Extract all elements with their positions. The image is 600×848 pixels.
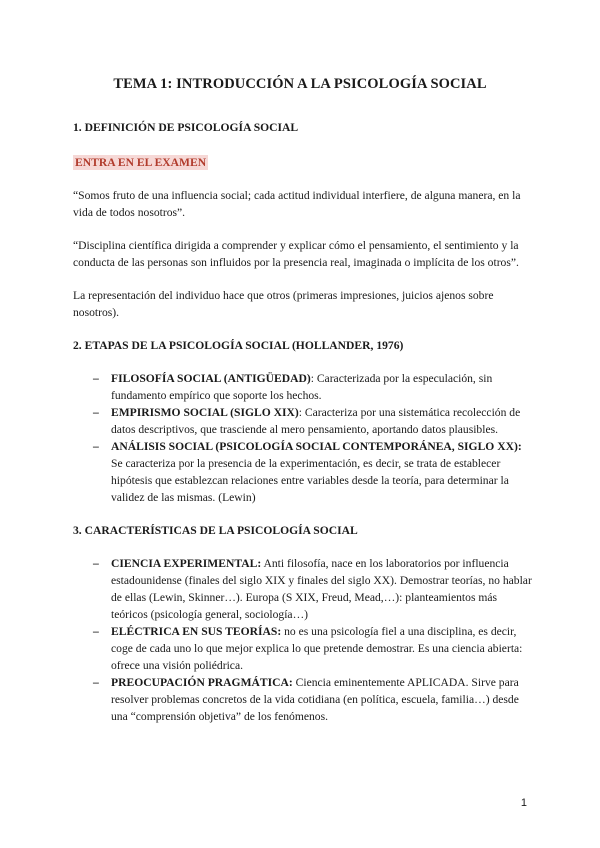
list-item-text: Anti filosofía, nace en los laboratorios por influencia estadounidense (finales del siglo XIX y finales del siglo XX). Demostrar teorías, no hablar de ellas (Lewin, Skinner…). Europa (S XIX, Freud, Mead,…): planteamientos más teóricos (psicología general, sociología…) (111, 557, 532, 621)
section2-list (73, 370, 533, 506)
list-item-text: Ciencia eminentemente APLICADA. Sirve para resolver problemas concretos de la vida cotidiana (en política, escuela, familia…) desde una “comprensión objetiva” de los fenómenos. (111, 676, 519, 723)
section3-list (73, 555, 533, 725)
section1-paragraph: La representación del individuo hace que otros (primeras impresiones, juicios ajenos sobre nosotros). (73, 289, 494, 319)
section1-quote2: “Disciplina científica dirigida a comprender y explicar cómo el pensamiento, el sentimiento y la conducta de las personas son influidos por la presencia real, imaginada o implícita de los otros”. (73, 239, 519, 269)
document-title: TEMA 1: INTRODUCCIÓN A LA PSICOLOGÍA SOCIAL (113, 76, 487, 92)
section2-heading: 2. ETAPAS DE LA PSICOLOGÍA SOCIAL (HOLLANDER, 1976) (73, 339, 404, 352)
page-number: 1 (520, 797, 527, 809)
list-item-text: no es una psicología fiel a una disciplina, es decir, coge de cada uno lo que mejor explica lo que pretende demostrar. Es una ciencia abierta: ofrece una visión poliédrica. (111, 625, 523, 672)
list-item-term: ANÁLISIS SOCIAL (PSICOLOGÍA SOCIAL CONTEMPORÁNEA, SIGLO XX): (111, 440, 522, 453)
list-item-text: : Caracterizada por la especulación, sin fundamento empírico que soporte los hechos. (111, 372, 493, 402)
list-item (93, 404, 533, 438)
list-item (93, 555, 533, 623)
list-item-text: Se caracteriza por la presencia de la experimentación, es decir, se trata de establecer hipótesis que establezcan relaciones entre variables desde la teoría, para determinar la validez de las mismas. (Lewin) (111, 457, 509, 504)
exam-highlight: ENTRA EN EL EXAMEN (75, 156, 207, 169)
list-item-text: : Caracteriza por una sistemática recolección de datos descriptivos, que trasciende al mero pensamiento, aportando datos plausibles. (111, 406, 521, 436)
list-item-term: EMPIRISMO SOCIAL (SIGLO XIX) (111, 406, 299, 419)
section1-quote1: “Somos fruto de una influencia social; cada actitud individual interfiere, de alguna manera, en la vida de todos nosotros”. (73, 189, 521, 219)
section1-heading: 1. DEFINICIÓN DE PSICOLOGÍA SOCIAL (73, 121, 299, 134)
list-item-term: ELÉCTRICA EN SUS TEORÍAS: (111, 625, 282, 638)
list-item-term: PREOCUPACIÓN PRAGMÁTICA: (111, 676, 293, 689)
list-item (93, 623, 533, 674)
list-item (93, 438, 533, 506)
list-item (93, 674, 533, 725)
list-item-term: CIENCIA EXPERIMENTAL: (111, 557, 262, 570)
list-item (93, 370, 533, 404)
list-item-term: FILOSOFÍA SOCIAL (ANTIGÜEDAD) (111, 372, 311, 385)
section3-heading: 3. CARACTERÍSTICAS DE LA PSICOLOGÍA SOCIAL (73, 524, 358, 537)
document-body (73, 119, 533, 725)
